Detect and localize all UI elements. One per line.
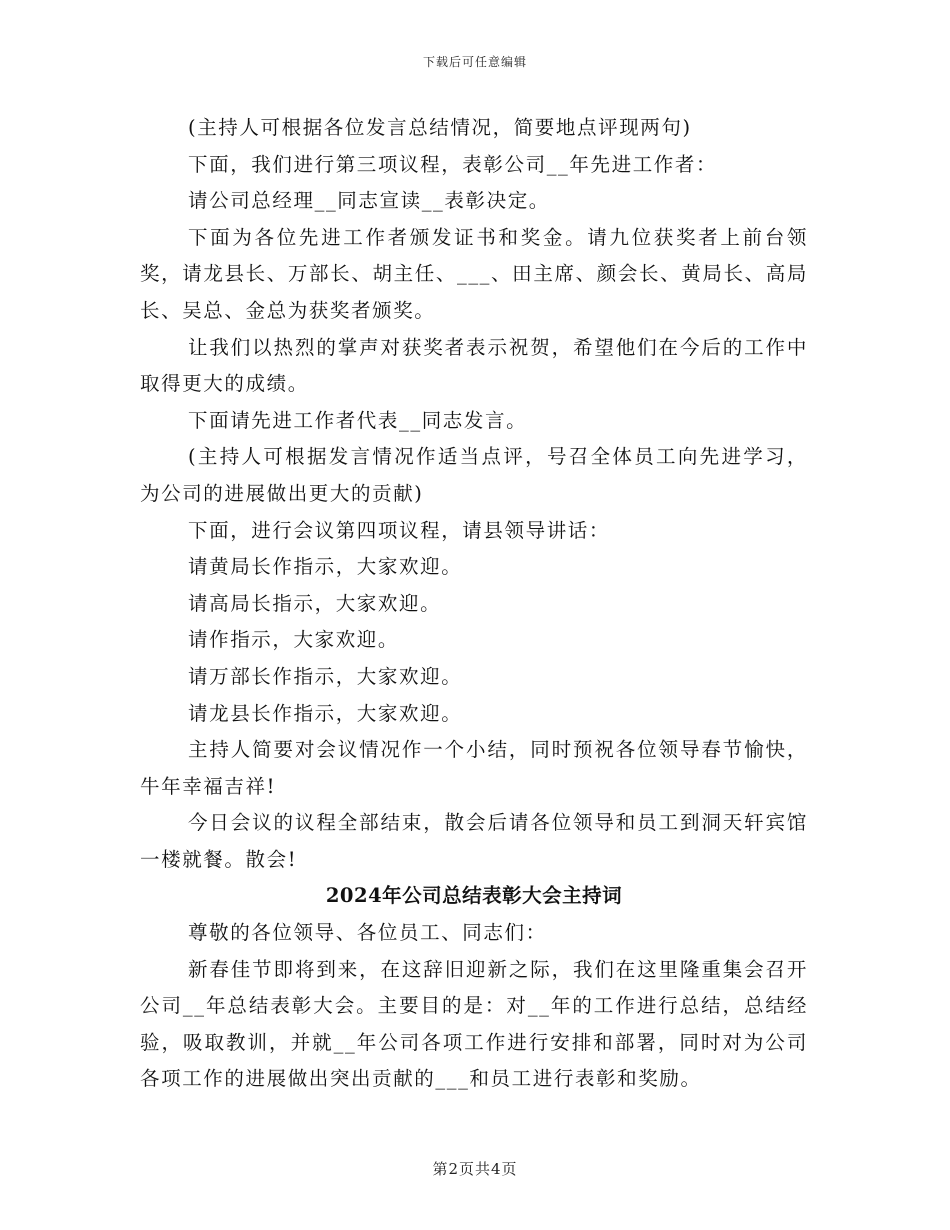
paragraph: 让我们以热烈的掌声对获奖者表示祝贺，希望他们在今后的工作中取得更大的成绩。 xyxy=(140,335,808,396)
paragraph: (主持人可根据各位发言总结情况，简要地点评现两句) xyxy=(188,116,692,139)
paragraph: 尊敬的各位领导、各位员工、同志们： xyxy=(188,921,547,945)
document-body xyxy=(140,110,808,1098)
page-header: 下载后可任意编辑 xyxy=(422,55,527,69)
section-title: 2024年公司总结表彰大会主持词 xyxy=(325,884,623,908)
paragraph: 下面请先进工作者代表__同志发言。 xyxy=(188,408,528,432)
paragraph: 请公司总经理__同志宣读__表彰决定。 xyxy=(188,189,550,213)
paragraph: 今日会议的议程全部结束，散会后请各位领导和员工到洞天轩宾馆一楼就餐。散会! xyxy=(140,811,808,871)
paragraph: 新春佳节即将到来，在这辞旧迎新之际，我们在这里隆重集会召开公司__年总结表彰大会。主要目的是：对__年的工作进行总结，总结经验，吸取教训，并就__年公司各项工作进行安排和部署，同时对为公司各项工作的进展做出突出贡献的___和员工进行表彰和奖励。 xyxy=(140,957,808,1091)
paragraph: (主持人可根据发言情况作适当点评，号召全体员工向先进学习，为公司的进展做出更大的贡献) xyxy=(140,445,808,505)
paragraph: 主持人简要对会议情况作一个小结，同时预祝各位领导春节愉快，牛年幸福吉祥! xyxy=(140,738,808,798)
paragraph: 下面为各位先进工作者颁发证书和奖金。请九位获奖者上前台领奖，请龙县长、万部长、胡主任、___、田主席、颜会长、黄局长、高局长、吴总、金总为获奖者颁奖。 xyxy=(140,225,808,322)
paragraph: 请高局长指示，大家欢迎。 xyxy=(188,591,442,615)
paragraph: 请龙县长作指示，大家欢迎。 xyxy=(188,701,463,725)
paragraph: 下面，我们进行第三项议程，表彰公司__年先进工作者： xyxy=(188,152,718,176)
paragraph: 请黄局长作指示，大家欢迎。 xyxy=(188,555,463,579)
paragraph: 下面，进行会议第四项议程，请县领导讲话： xyxy=(188,518,611,542)
page-footer: 第2页共4页 xyxy=(432,1160,518,1178)
paragraph: 请作指示，大家欢迎。 xyxy=(188,628,400,652)
paragraph: 请万部长作指示，大家欢迎。 xyxy=(188,664,463,688)
